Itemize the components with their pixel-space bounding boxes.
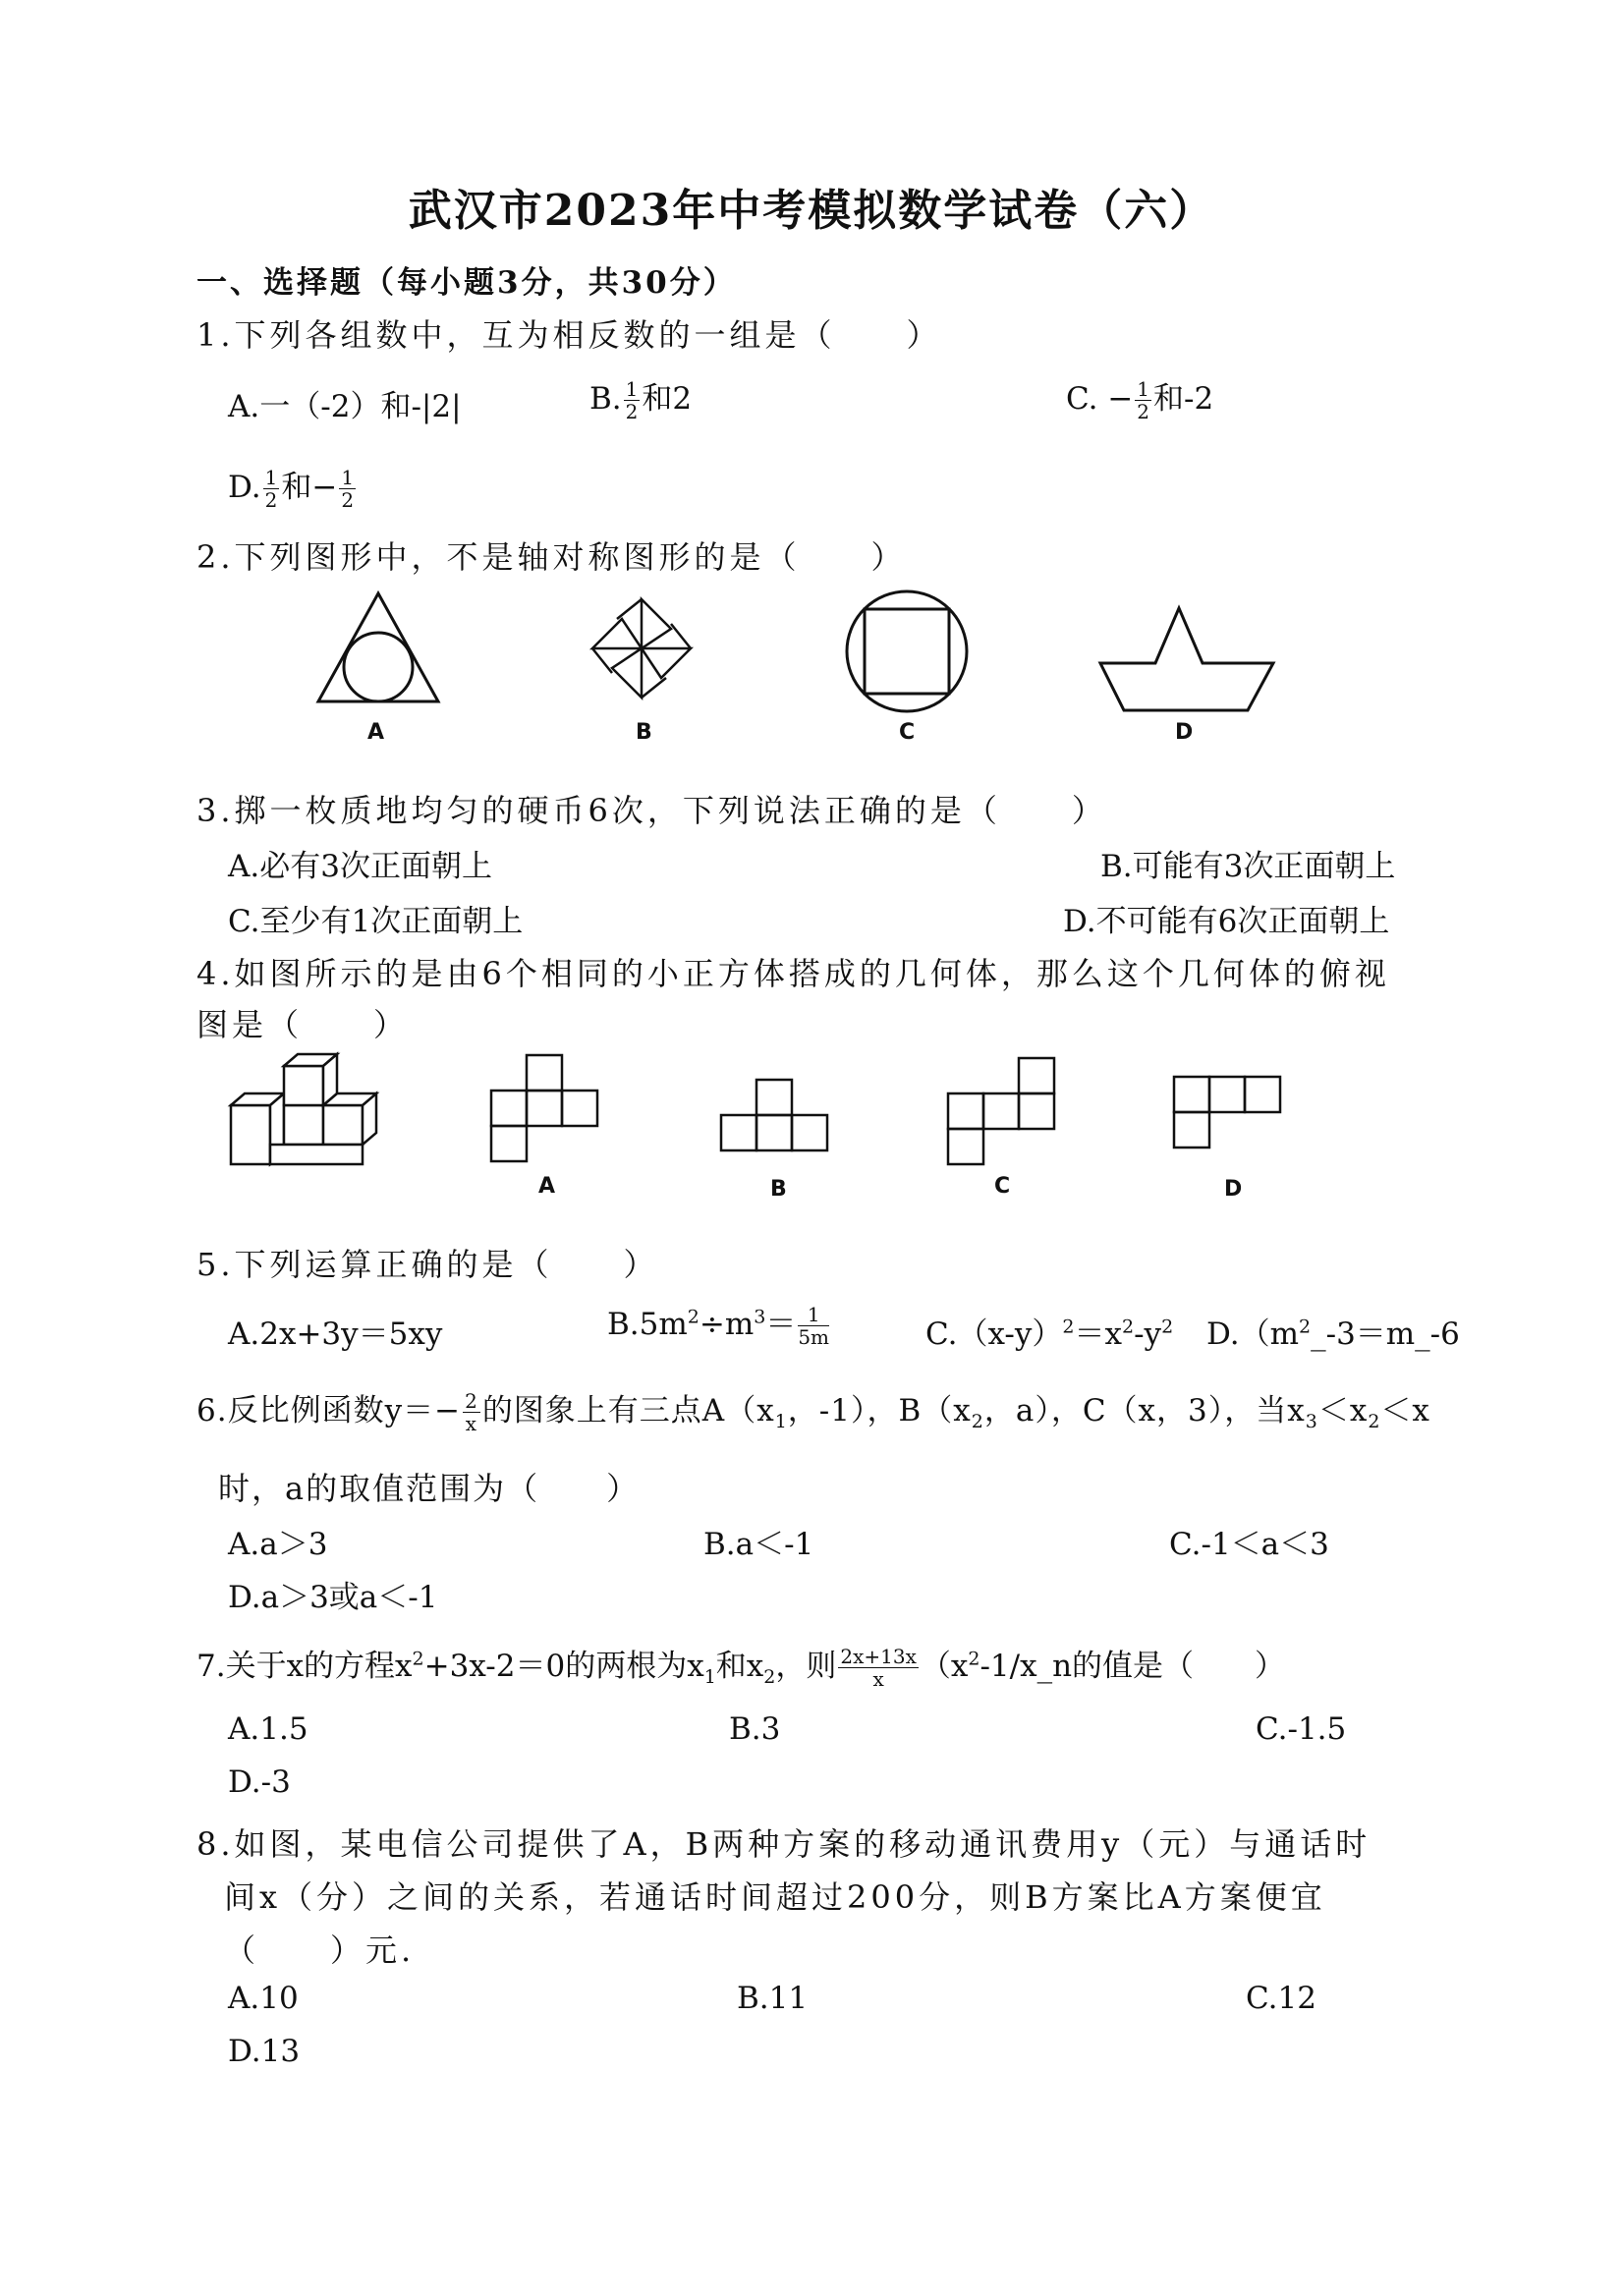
- q7-option-a: A.1.5: [228, 1711, 308, 1747]
- q5-option-b: $B.5m^2\div m^3=$ $\frac{1}{5m}$: [607, 1303, 830, 1349]
- q4-label-a: A: [538, 1174, 556, 1199]
- q1-option-a: A.一（-2）和-|2|: [228, 389, 462, 424]
- q5-option-c: $C.(x-y)^2=x^2-y^2$: [925, 1316, 1174, 1352]
- q4-label-c: C: [994, 1174, 1011, 1199]
- q5-stem: 5.下列运算正确的是（ ）: [196, 1246, 659, 1283]
- q4-solid-figure: [231, 1056, 393, 1169]
- q4-option-c-figure: [947, 1056, 1057, 1166]
- q8-option-a: A.10: [228, 1981, 299, 2016]
- q3-option-b: B.可能有3次正面朝上: [1100, 849, 1396, 884]
- q1-option-d: D. $\frac{1}{2}$ 和− $\frac{1}{2}$: [228, 466, 355, 512]
- q4-label-b: B: [770, 1177, 787, 1202]
- q2-figure-c: [843, 588, 971, 715]
- q3-option-c: C.至少有1次正面朝上: [228, 904, 524, 939]
- q8-option-c: C.12: [1246, 1981, 1316, 2016]
- q6-stem-line2: 时，a的取值范围为（ ）: [218, 1470, 641, 1507]
- q2-label-b: B: [636, 720, 652, 745]
- q7-option-b: B.3: [729, 1711, 781, 1747]
- q2-label-c: C: [899, 720, 916, 745]
- q8-stem-line1: 8.如图，某电信公司提供了A，B两种方案的移动通讯费用y（元）与通话时: [196, 1825, 1371, 1863]
- q3-stem: 3.掷一枚质地均匀的硬币6次，下列说法正确的是（ ）: [196, 792, 1107, 829]
- q3-option-a: A.必有3次正面朝上: [228, 849, 492, 884]
- q2-stem: 2.下列图形中，不是轴对称图形的是（ ）: [196, 538, 907, 576]
- section-heading: 一、选择题（每小题3分，共30分）: [196, 265, 737, 301]
- q2-label-a: A: [367, 720, 385, 745]
- q2-figure-b: [578, 589, 705, 707]
- q2-figure-a: [314, 589, 442, 707]
- q8-stem-line2: 间x（分）之间的关系，若通话时间超过200分，则B方案比A方案便宜: [224, 1878, 1326, 1916]
- q4-label-d: D: [1224, 1177, 1243, 1202]
- q4-option-d-figure: [1173, 1075, 1283, 1153]
- q8-option-b: B.11: [737, 1981, 809, 2016]
- q8-stem-line3: （ ）元.: [224, 1932, 416, 1969]
- q4-stem-line2: 图是（ ）: [196, 1006, 410, 1043]
- q7-option-d: D.-3: [228, 1764, 291, 1800]
- q4-option-b-figure: [719, 1079, 829, 1153]
- q6-stem-line1: 6.反比例函数y＝− $\frac{2}{x}$ 的图象上有三点$A(x_1$，-1），$B(x_2$，a），C（x，3），当$x_3<x_2<x$: [196, 1389, 1430, 1435]
- q1-stem: 1.下列各组数中，互为相反数的一组是（ ）: [196, 316, 942, 354]
- q2-label-d: D: [1175, 720, 1194, 745]
- q6-option-b: B.a＜-1: [703, 1527, 814, 1562]
- q6-option-c: C.-1＜a＜3: [1169, 1527, 1329, 1562]
- q5-option-a: A.2x+3y＝5xy: [228, 1316, 443, 1352]
- q7-stem: 7.关于x的方程$x^2+3x-2=0$的两根为$x_1$和$x_2$，则 $\frac{2x+13x}{x}$ （$x^2-1/x\_n$的值是（ ）: [196, 1645, 1286, 1691]
- q6-option-d: D.a＞3或a＜-1: [228, 1580, 438, 1615]
- q2-figure-d: [1098, 604, 1275, 712]
- q1-option-b: B. $\frac{1}{2}$ 和2: [589, 377, 693, 423]
- page-title: 武汉市2023年中考模拟数学试卷（六）: [408, 186, 1215, 236]
- q8-option-d: D.13: [228, 2034, 301, 2069]
- q4-stem-line1: 4.如图所示的是由6个相同的小正方体搭成的几何体，那么这个几何体的俯视: [196, 955, 1390, 992]
- q4-option-a-figure: [490, 1053, 600, 1163]
- q7-option-c: C.-1.5: [1256, 1711, 1347, 1747]
- q3-option-d: D.不可能有6次正面朝上: [1063, 904, 1390, 939]
- q5-option-d: $D.(m^2\_-3=m\_-6$: [1206, 1316, 1460, 1352]
- q6-option-a: A.a＞3: [228, 1527, 328, 1562]
- q1-option-c: C. − $\frac{1}{2}$ 和-2: [1066, 377, 1214, 423]
